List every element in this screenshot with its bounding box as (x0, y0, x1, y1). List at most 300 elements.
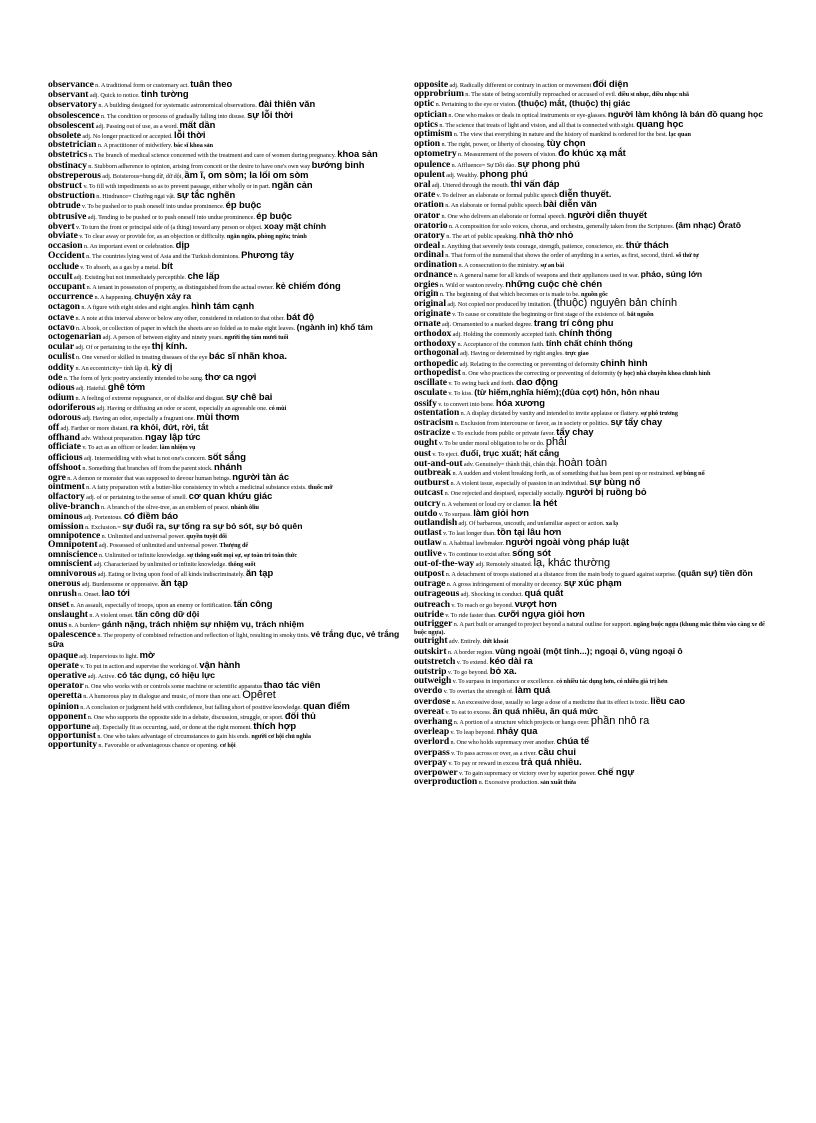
headword: obstreperous (48, 169, 101, 181)
vietnamese-translation: dịp (175, 239, 190, 251)
definition: n. One who supports the opposite side in a debate, discussion, struggle, or sport. (86, 713, 285, 721)
vietnamese-translation: bác sĩ khoa sản (173, 142, 214, 150)
headword: onslaught (48, 608, 88, 620)
dictionary-entry (414, 538, 766, 548)
dictionary-entry (48, 630, 400, 650)
headword: ordnance (414, 268, 453, 280)
definition: v. To continue to exist after. (441, 550, 513, 558)
headword: outdo (414, 507, 438, 519)
vietnamese-translation: mùi thơm (196, 410, 240, 422)
dictionary-entry (48, 80, 400, 90)
headword: overdose (414, 695, 451, 707)
vietnamese-translation: người tàn ác (232, 470, 290, 482)
vietnamese-translation: sự lỗi thời (247, 108, 293, 120)
dictionary-entry (414, 396, 766, 409)
dictionary-entry (48, 541, 400, 550)
vietnamese-translation: làm nhiệm vụ (159, 444, 196, 452)
headword: outright (414, 635, 448, 647)
dictionary-entry (48, 302, 400, 312)
definition: n. One who takes advantage of circumstances to gain his ends. (95, 733, 252, 741)
headword: oscillate (414, 377, 448, 389)
vietnamese-translation: ghê tởm (107, 381, 146, 393)
definition: n. Hindrance= Chướng ngại vật. (94, 193, 177, 201)
definition: n. One rejected and despised, especially socially. (443, 490, 566, 498)
definition: adj. Especially fit as occurring, said, or done at the right moment. (90, 724, 254, 731)
definition: adj. Ornamented to a marked degree. (440, 320, 534, 328)
vietnamese-translation: có mùi (268, 404, 287, 412)
headword: outstrip (414, 665, 447, 677)
vietnamese-translation: vận hành (199, 658, 241, 670)
vietnamese-translation: điều sỉ nhục, điều nhục nhã (617, 91, 690, 99)
headword: ordinal (414, 249, 444, 261)
definition: n. An assault, especially of troops, upon an enemy or fortification. (69, 601, 234, 609)
definition: adj. of or pertaining to the sense of smell. (84, 494, 189, 502)
vietnamese-translation: vượt hơn (514, 597, 557, 609)
vietnamese-translation: vẻ trắng đục, vẻ trắng sữa (48, 629, 400, 650)
headword: ointment (48, 481, 85, 493)
definition: v. To turn the front or principal side of (a thing) toward any person or object. (74, 223, 264, 231)
headword: outskirt (414, 645, 447, 657)
headword: octavo (48, 321, 75, 333)
dictionary-entry (414, 727, 766, 737)
headword: orator (414, 209, 441, 221)
headword: odium (48, 392, 75, 404)
vietnamese-translation: sự thông suốt mọi sự, sự toàn tri toàn thức (187, 551, 298, 559)
dictionary-entry (414, 241, 766, 251)
headword: ode (48, 371, 63, 383)
headword: outrigger (414, 617, 453, 629)
headword: ostentation (414, 406, 460, 418)
headword: orthodox (414, 328, 452, 340)
definition: adj. Not copied nor produced by imitation. (445, 301, 553, 309)
dictionary-entry (414, 388, 766, 398)
vietnamese-translation: tính chất chính thống (545, 338, 633, 349)
headword: overpass (414, 746, 450, 758)
headword: opulence (414, 158, 451, 170)
headword: oculist (48, 351, 75, 363)
headword: odoriferous (48, 401, 96, 413)
headword: overhang (414, 716, 453, 727)
definition: n. A tenant in possession of property, as distinguished from the actual owner. (85, 284, 276, 292)
definition: n. A feeling of extreme repugnance, or of dislike and disgust. (74, 395, 226, 403)
dictionary-entry (414, 717, 766, 727)
headword: onerous (48, 578, 81, 590)
headword: option (414, 138, 441, 150)
definition: n. A violent onset. (88, 611, 135, 619)
dictionary-entry (48, 118, 400, 131)
dictionary-entry (48, 100, 400, 110)
headword: occasion (48, 240, 83, 252)
headword: opprobrium (414, 88, 464, 100)
definition: adj. Radically different or contrary in action or movement (448, 82, 593, 89)
definition: v. To pass across or over, as a river. (449, 749, 539, 757)
vietnamese-translation: (thuộc) nguyên bản chính (553, 297, 678, 310)
dictionary-entry (48, 589, 400, 599)
headword: overdo (414, 685, 443, 697)
dictionary-entry (48, 433, 400, 443)
definition: n. A habitual lawbreaker. (441, 540, 506, 548)
vietnamese-translation: cưỡi ngựa giỏi hơn (498, 607, 585, 619)
dictionary-entry (414, 686, 766, 696)
headword: orthodoxy (414, 338, 457, 350)
vietnamese-translation: tấn công (233, 597, 273, 609)
vietnamese-translation: đài thiên văn (258, 98, 316, 110)
dictionary-entry (48, 548, 400, 560)
headword: originate (414, 307, 451, 319)
definition: n. Affluence= Sự Dồi dào. (450, 161, 518, 169)
vietnamese-translation: bài diễn văn (543, 198, 597, 210)
vietnamese-translation: dứt khoát (482, 638, 509, 646)
vietnamese-translation: nhảy qua (496, 725, 538, 737)
headword: optic (414, 98, 435, 110)
definition: n. The countries lying west of Asia and the Turkish dominions. (84, 253, 242, 261)
definition: n. A sudden and violent breaking forth, as of something that has been pent up or restrained. (451, 469, 676, 477)
headword: outrage (414, 578, 446, 590)
vietnamese-translation: có tác dụng, có hiệu lực (117, 669, 216, 680)
definition: n. A happening. (93, 294, 135, 302)
headword: original (414, 298, 446, 310)
definition: n. A demon or monster that was supposed to devour human beings. (65, 474, 233, 482)
definition: n. A figure with eight sides and eight angles. (79, 304, 192, 312)
dictionary-entry (48, 566, 400, 579)
definition: adj. Wealthy. (444, 171, 480, 179)
vietnamese-translation: bắt nguồn (627, 310, 654, 318)
definition: v. To be pushed or to push oneself into undue prominence. (80, 203, 226, 211)
headword: origin (414, 288, 439, 300)
headword: opinion (48, 700, 79, 712)
definition: n. The form of lyric poetry anciently intended to be sung. (62, 374, 205, 382)
dictionary-entry (414, 299, 766, 309)
dictionary-entry (48, 732, 400, 741)
vietnamese-translation: ăn tạp (160, 577, 189, 589)
definition: adj. Of barbarous, uncouth, and unfamiliar aspect or action. (457, 519, 606, 527)
definition: adv. Without preparation. (80, 435, 146, 443)
vietnamese-translation: xoay mặt chính (263, 220, 327, 231)
vietnamese-translation: ngăn cản (271, 179, 313, 191)
headword: oust (414, 447, 432, 459)
headword: officious (48, 451, 83, 463)
vietnamese-translation: sự bùng nổ (675, 469, 705, 477)
headword: obsolescent (48, 119, 95, 131)
vietnamese-translation: người thọ tám mươi tuổi (224, 334, 289, 342)
vietnamese-translation: hoàn toàn (558, 456, 608, 469)
vietnamese-translation: đo khúc xạ mắt (558, 147, 626, 159)
headword: orgies (414, 279, 439, 291)
headword: occupant (48, 281, 86, 293)
headword: obstruction (48, 190, 95, 202)
headword: opportune (48, 721, 91, 732)
vietnamese-translation: sự phô trương (640, 409, 678, 417)
dictionary-entry (48, 282, 400, 292)
definition: v. To leap beyond. (449, 729, 497, 737)
dictionary-entry (414, 258, 766, 270)
definition: n. A humorous play in dialogue and music, of more than one act. (81, 693, 243, 701)
definition: adj. Possessed of unlimited and universal power. (97, 542, 220, 550)
vietnamese-translation: sự an bài (540, 261, 565, 269)
definition: n. The branch of medical science concerned with the treatment and care of women during pregnancy. (87, 152, 338, 160)
headword: optometry (414, 148, 457, 160)
definition: n. Pertaining to the eye or vision. (434, 101, 518, 109)
headword: Omnipotent (48, 539, 98, 551)
headword: outpost (414, 567, 445, 579)
headword: obtrusive (48, 210, 87, 222)
dictionary-entry (48, 492, 400, 502)
vietnamese-translation: người bị ruồng bỏ (565, 486, 647, 498)
dictionary-entry (414, 167, 766, 180)
dictionary-entry (414, 110, 766, 120)
dictionary-entry (414, 745, 766, 758)
definition: n. Exclusion from intercourse or favor, as in society or politics. (453, 419, 611, 427)
vietnamese-translation: sự chê bai (225, 391, 273, 403)
definition: adj. Remotely situated. (474, 560, 534, 568)
vietnamese-translation: đối diện (592, 78, 629, 89)
headword: occurrence (48, 291, 94, 303)
vietnamese-translation: ăn quá nhiều, ăn quá mức (492, 705, 599, 716)
definition: n. A display dictated by vanity and intended to invite applause or flattery. (459, 409, 641, 417)
vietnamese-translation: bướng bỉnh (311, 158, 365, 170)
vietnamese-translation: tẩy chay (556, 426, 594, 438)
vietnamese-translation: tùy chọn (546, 137, 586, 149)
headword: octave (48, 311, 75, 323)
vietnamese-translation: Phương tây (241, 249, 294, 261)
definition: n. An important event or celebration. (82, 243, 176, 251)
headword: outweigh (414, 675, 452, 687)
definition: n. A burden= (67, 621, 102, 629)
headword: ordination (414, 258, 458, 270)
definition: adj. Characterized by unlimited or infinite knowledge. (92, 560, 229, 568)
vietnamese-translation: (âm nhạc) Ôratô (675, 219, 742, 230)
definition: adj. Boisterous=hung dữ, dữ dội, (100, 172, 185, 180)
headword: offhand (48, 432, 80, 444)
vietnamese-translation: sản xuất thừa (540, 779, 577, 787)
headword: ostracism (414, 416, 454, 428)
vietnamese-translation: thi vấn đáp (510, 178, 560, 190)
definition: n. A portion of a structure which projects or hangs over. (452, 719, 591, 726)
headword: operator (48, 680, 84, 692)
definition: n. One who makes or deals in optical instruments or eye-glasses. (447, 111, 608, 119)
vietnamese-translation: chúa tể (556, 735, 590, 747)
dictionary-entry (414, 130, 766, 139)
vietnamese-translation: ngăn ngừa, phòng ngừa; tránh (226, 233, 307, 241)
definition: n. One who practices the correcting or preventing of deformity (460, 369, 618, 377)
vietnamese-translation: che lấp (187, 269, 220, 281)
definition: adj. Shocking in conduct. (459, 591, 525, 599)
vietnamese-translation: ầm ĩ, om sòm; la lối om sòm (184, 168, 309, 180)
headword: oratorio (414, 219, 448, 231)
vietnamese-translation: sự tẩy chay (610, 415, 663, 427)
dictionary-entry (414, 80, 766, 90)
headword: optics (414, 118, 438, 130)
dictionary-entry (48, 90, 400, 100)
dictionary-entry (48, 699, 400, 712)
definition: n. Wild or wanton revelry. (438, 282, 506, 290)
definition: adv. Entirely. (447, 638, 483, 646)
headword: ossify (414, 397, 437, 409)
vietnamese-translation: quan điểm (303, 699, 350, 711)
dictionary-entry (414, 496, 766, 509)
headword: outburst (414, 477, 450, 489)
definition: n. One who works with or controls some machine or scientific apparatus (83, 683, 264, 691)
definition: v. To last longer than. (441, 530, 497, 538)
headword: operative (48, 669, 87, 681)
vietnamese-translation: ép buộc (225, 199, 262, 211)
headword: outcry (414, 497, 441, 509)
headword: obsolescence (48, 109, 100, 121)
dictionary-entry (48, 232, 400, 241)
dictionary-entry (48, 500, 400, 512)
definition: n. The science that treats of light and vision, and all that is connected with sight. (437, 121, 637, 129)
vietnamese-translation: sự tắc nghẽn (176, 189, 236, 201)
headword: outlive (414, 547, 442, 559)
definition: adj. Holding the commonly accepted faith. (451, 331, 559, 339)
definition: n. An eccentricity= tính lập dị. (74, 364, 152, 372)
vietnamese-translation: tấn công dữ dội (134, 608, 200, 619)
definition: n. A practitioner of midwifery. (96, 142, 174, 150)
definition: adj. Quick to notice. (88, 92, 141, 100)
definition: v. to convert into bone. (436, 400, 496, 408)
headword: osculate (414, 387, 448, 399)
vietnamese-translation: bát độ (286, 310, 315, 322)
definition: v. To extend. (455, 658, 490, 666)
headword: omnipotence (48, 530, 101, 542)
headword: olive-branch (48, 500, 100, 512)
definition: adj. Impervious to light. (77, 652, 140, 660)
vietnamese-translation: ăn tạp (245, 566, 274, 578)
vietnamese-translation: sự xúc phạm (563, 577, 622, 589)
dictionary-entry (48, 410, 400, 423)
headword: octogenarian (48, 331, 102, 343)
headword: offshoot (48, 461, 82, 473)
vietnamese-translation: bỏ xa. (489, 664, 517, 676)
headword: onset (48, 598, 70, 610)
vietnamese-translation: kẻ chiếm đóng (275, 280, 341, 292)
definition: n. The right, power, or liberty of choosing. (440, 141, 547, 149)
headword: outlaw (414, 537, 442, 549)
definition: adj. Tending to be pushed or to push oneself into undue prominence. (86, 213, 257, 221)
vietnamese-translation: kỳ dị (151, 360, 173, 372)
headword: ornate (414, 317, 441, 329)
headword: outrageous (414, 588, 460, 600)
vietnamese-translation: cơ quan khứu giác (188, 490, 273, 502)
dictionary-entry (414, 488, 766, 498)
definition: n. The beginning of that which becomes or is made to be. (438, 291, 582, 299)
dictionary-entry (48, 470, 400, 483)
vietnamese-translation: chuyện xảy ra (134, 291, 192, 302)
definition: n. A general name for all kinds of weapons and their appliances used in war. (452, 271, 641, 279)
vietnamese-translation: phần nhô ra (590, 715, 650, 727)
headword: obstetrics (48, 149, 88, 161)
dictionary-entry (48, 709, 400, 722)
vietnamese-translation: ngăng buộc ngựa (khung mắc thêm vào càng xe để buộc ngựa). (414, 620, 765, 637)
definition: n. The art of public speaking. (444, 233, 520, 241)
definition: n. The property of combined refraction and reflection of light, resulting in smoky tints. (95, 632, 311, 640)
headword: obstinacy (48, 159, 87, 171)
vietnamese-translation: ngay lập tức (145, 431, 201, 443)
dictionary-entry (48, 658, 400, 671)
vietnamese-translation: nhà thờ nhỏ (519, 229, 574, 241)
definition: n. A consecration to the ministry. (457, 261, 541, 269)
headword: outlandish (414, 516, 458, 528)
definition: v. To overtax the strength of. (442, 688, 515, 696)
vietnamese-translation: nguồn gốc (581, 291, 608, 299)
dictionary-entry (414, 149, 766, 159)
dictionary-entry (48, 269, 400, 282)
vietnamese-translation: chỉnh hình (600, 356, 648, 368)
definition: adj. Active. (86, 672, 118, 680)
definition: v. To eat to excess. (444, 708, 493, 716)
vietnamese-translation: hình tám cạnh (191, 300, 255, 312)
dictionary-entry (48, 522, 400, 532)
vietnamese-translation: phải (545, 436, 567, 449)
headword: oratory (414, 230, 445, 242)
dictionary-entry (414, 406, 766, 418)
headword: omniscience (48, 548, 98, 560)
dictionary-entry (48, 393, 400, 403)
dictionary-entry (414, 356, 766, 369)
dictionary-entry (414, 778, 766, 787)
definition: adj. Existing but not immediately perceptible. (72, 273, 188, 281)
headword: opaque (48, 649, 78, 661)
dictionary-entry (414, 428, 766, 438)
dictionary-entry (414, 579, 766, 589)
definition: n. A detachment of troops stationed at a distance from the main body to guard against surprise. (444, 570, 678, 578)
dictionary-entry (414, 654, 766, 667)
vietnamese-translation: (quân sự) tiền đồn (677, 567, 753, 578)
vietnamese-translation: bít (161, 259, 173, 271)
vietnamese-translation: quá quắt (524, 587, 564, 599)
definition: adj. Having an odor, especially a fragrant one. (80, 414, 197, 422)
headword: overproduction (414, 776, 478, 788)
definition: v. To absorb, as a gas by a metal. (78, 263, 162, 271)
dictionary-entry (48, 241, 400, 251)
dictionary-entry (48, 259, 400, 272)
dictionary-entry (48, 168, 400, 181)
definition: n. An excessive dose, usually so large a dose of a medicine that its effect is toxic. (450, 698, 651, 706)
headword: overpay (414, 756, 448, 768)
definition: adj. Portentous. (82, 513, 124, 521)
definition: n. A book, or collection of paper in which the sheets are so folded as to make eight leaves. (74, 324, 297, 332)
vietnamese-translation: số thứ tự (675, 252, 699, 260)
vietnamese-translation: người cơ hội chủ nghĩa (251, 733, 311, 741)
vietnamese-translation: thuốc mỡ (307, 484, 333, 492)
dictionary-entry (414, 677, 766, 686)
headword: orthogonal (414, 347, 459, 359)
vietnamese-translation: liều cao (650, 694, 686, 706)
definition: adj. Of or pertaining to the eye (74, 344, 152, 352)
definition: n. Anything that severely tests courage, strength, patience, conscience, etc. (440, 243, 626, 251)
vietnamese-translation: lao tới (101, 587, 130, 599)
dictionary-entry (48, 597, 400, 610)
definition: n. Exclusion.= (83, 523, 123, 531)
headword: ominous (48, 510, 83, 522)
vietnamese-translation: cầu chui (538, 745, 576, 757)
definition: n. Unlimited or infinite knowledge. (97, 551, 188, 559)
dictionary-entry (414, 607, 766, 620)
definition: adj. Relating to the correcting or preventing of deformity (458, 360, 601, 368)
headword: out-of-the-way (414, 557, 475, 569)
dictionary-entry (414, 280, 766, 290)
headword: obstetrician (48, 139, 97, 151)
definition: n. The condition or process of gradually falling into disuse. (99, 112, 248, 120)
right-column (414, 80, 766, 787)
dictionary-entry (414, 589, 766, 599)
headword: omission (48, 520, 84, 532)
headword: observatory (48, 99, 98, 111)
vietnamese-translation: dao động (516, 376, 558, 388)
headword: opponent (48, 710, 87, 722)
vietnamese-translation: người ngoài vòng pháp luật (505, 536, 630, 548)
definition: adj. A person of between eighty and ninety years. (101, 334, 225, 342)
